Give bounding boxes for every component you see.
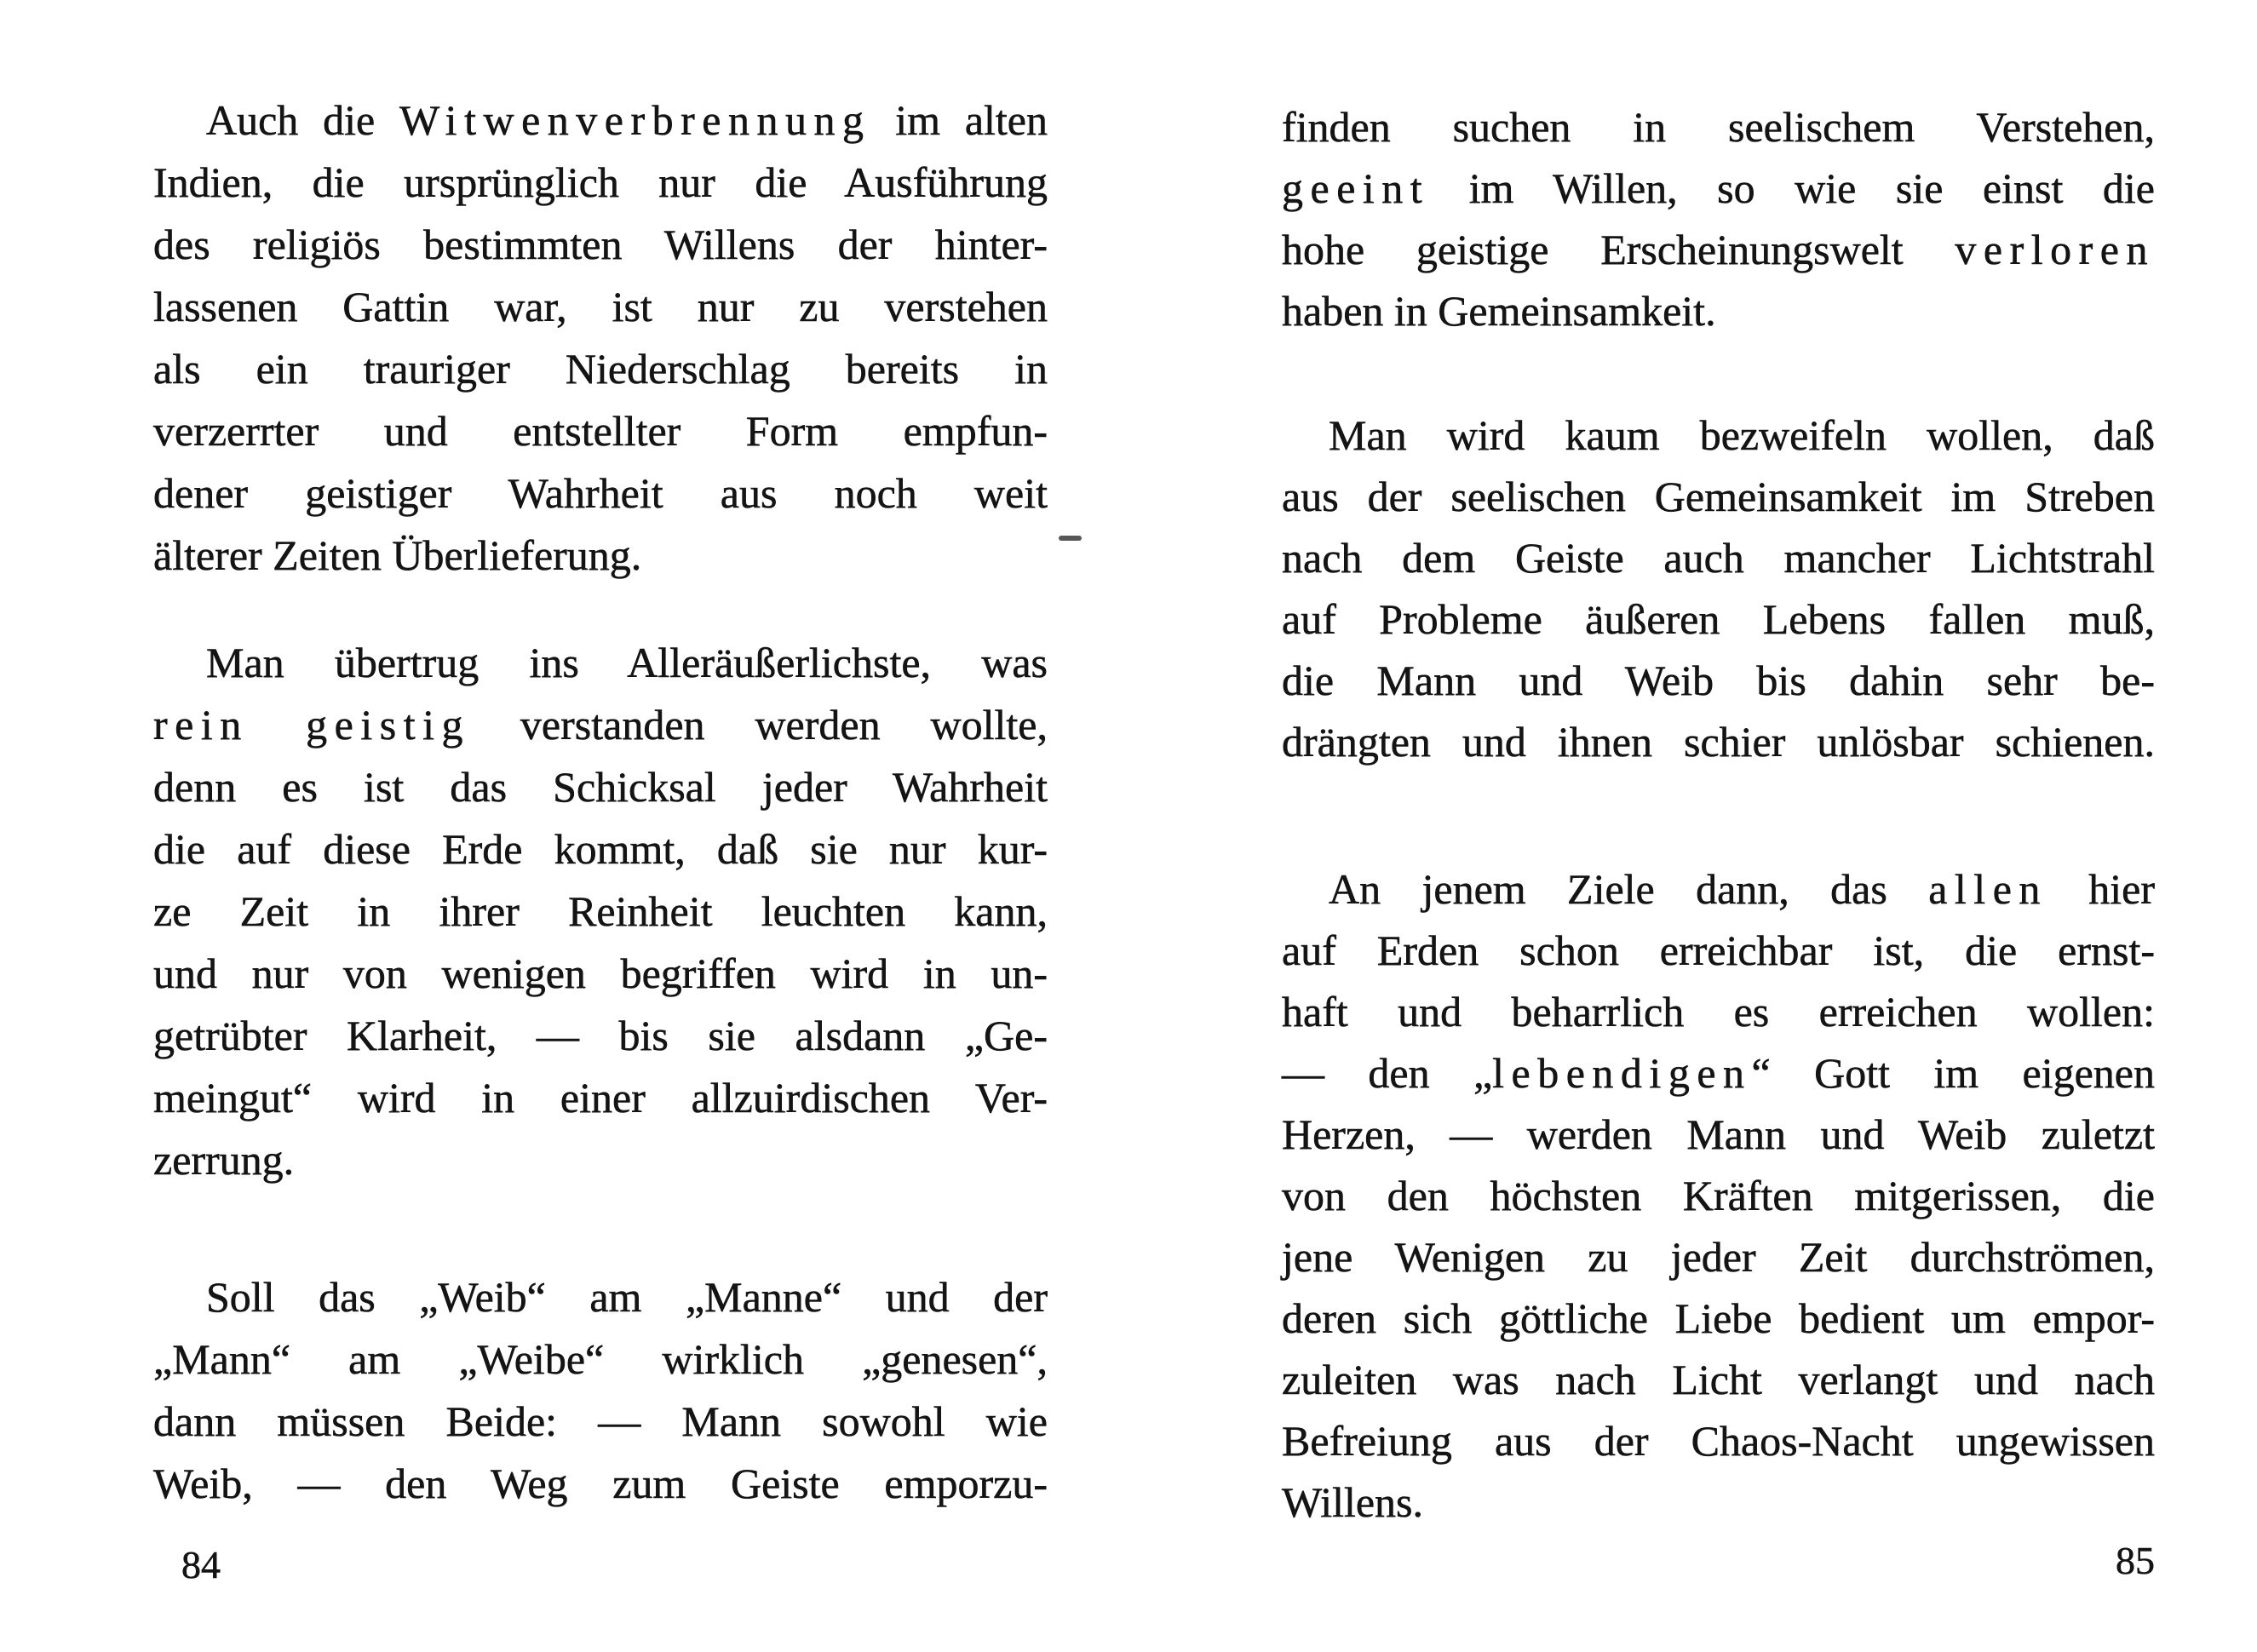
text-line: die auf diese Erde kommt, daß sie nur kur-: [153, 825, 1048, 873]
text-line: aus der seelischen Gemeinsamkeit im Streben: [1282, 473, 2155, 520]
text-line: als ein trauriger Niederschlag bereits in: [153, 345, 1048, 393]
text-line: Man wird kaum bezweifeln wollen, daß: [1329, 411, 2155, 459]
text-line: Indien, die ursprünglich nur die Ausführung: [153, 158, 1048, 206]
text-line: Herzen, — werden Mann und Weib zuletzt: [1282, 1110, 2155, 1158]
text-line: geeint im Willen, so wie sie einst die: [1282, 164, 2155, 212]
text-line: hohe geistige Erscheinungswelt verloren: [1282, 226, 2155, 273]
paragraph: [1282, 96, 2155, 341]
text-line: des religiös bestimmten Willens der hinter-: [153, 221, 1048, 268]
text-line: jene Wenigen zu jeder Zeit durchströmen,: [1282, 1233, 2155, 1281]
gutter-mark: [1059, 536, 1082, 541]
text-line: meingut“ wird in einer allzuirdischen Ver-: [153, 1074, 1048, 1121]
emphasized-word: Witwenverbrennung: [399, 96, 871, 144]
text-line: An jenem Ziele dann, das allen hier: [1329, 865, 2155, 913]
paragraph: [153, 632, 1048, 1191]
text-line: haft und beharrlich es erreichen wollen:: [1282, 988, 2155, 1035]
text-line: dener geistiger Wahrheit aus noch weit: [153, 469, 1048, 517]
text-line: nach dem Geiste auch mancher Lichtstrahl: [1282, 534, 2155, 582]
page-number: 85: [2116, 1539, 2155, 1582]
text-line: drängten und ihnen schier unlösbar schienen.: [1282, 718, 2155, 766]
text-line: getrübter Klarheit, — bis sie alsdann „Ge-: [153, 1012, 1048, 1059]
emphasized-word: lebendigen: [1492, 1049, 1752, 1097]
text-line: Willens.: [1282, 1478, 1424, 1526]
paragraphs: [1282, 96, 2155, 1533]
text-line: Soll das „Weib“ am „Manne“ und der: [206, 1273, 1048, 1321]
text-line: Befreiung aus der Chaos-Nacht ungewissen: [1282, 1417, 2155, 1465]
text-line: und nur von wenigen begriffen wird in un-: [153, 949, 1048, 997]
page-number: 84: [181, 1543, 221, 1586]
page-right: [1282, 96, 2156, 1582]
text-line: finden suchen in seelischem Verstehen,: [1282, 103, 2155, 151]
emphasized-word: allen: [1928, 865, 2047, 913]
text-line: zuleiten was nach Licht verlangt und nach: [1282, 1356, 2155, 1403]
emphasized-word: rein geistig: [153, 701, 470, 749]
paragraph: [153, 1266, 1048, 1515]
text-line: deren sich göttliche Liebe bedient um empor-: [1282, 1294, 2155, 1342]
text-line: haben in Gemeinsamkeit.: [1282, 287, 1716, 335]
text-line: verzerrter und entstellter Form empfun-: [153, 407, 1048, 455]
text-line: rein geistig verstanden werden wollte,: [153, 701, 1048, 749]
paragraph: [1282, 858, 2155, 1533]
text-line: ze Zeit in ihrer Reinheit leuchten kann,: [153, 887, 1048, 935]
text-line: Weib, — den Weg zum Geiste emporzu-: [153, 1460, 1048, 1507]
emphasized-word: geeint: [1282, 164, 1430, 212]
text-line: die Mann und Weib bis dahin sehr be-: [1282, 657, 2155, 704]
text-line: lassenen Gattin war, ist nur zu verstehen: [153, 283, 1048, 330]
text-line: dann müssen Beide: — Mann sowohl wie: [153, 1397, 1048, 1445]
text-line: Auch die Witwenverbrennung im alten: [206, 96, 1048, 144]
paragraph: [1282, 404, 2155, 772]
paragraphs: [153, 89, 1048, 1515]
text-line: — den „lebendigen“ Gott im eigenen: [1282, 1049, 2156, 1097]
text-line: denn es ist das Schicksal jeder Wahrheit: [153, 763, 1048, 811]
text-line: Man übertrug ins Alleräußerlichste, was: [206, 639, 1048, 686]
text-line: zerrung.: [153, 1136, 295, 1184]
text-line: von den höchsten Kräften mitgerissen, die: [1282, 1172, 2155, 1219]
text-line: älterer Zeiten Überlieferung.: [153, 531, 642, 579]
page-left: [153, 89, 1048, 1586]
text-line: auf Probleme äußeren Lebens fallen muß,: [1282, 595, 2155, 643]
paragraph: [153, 89, 1048, 587]
emphasized-word: verloren: [1955, 226, 2155, 273]
text-line: auf Erden schon erreichbar ist, die ernst-: [1282, 926, 2155, 974]
text-line: „Mann“ am „Weibe“ wirklich „genesen“,: [153, 1335, 1048, 1383]
